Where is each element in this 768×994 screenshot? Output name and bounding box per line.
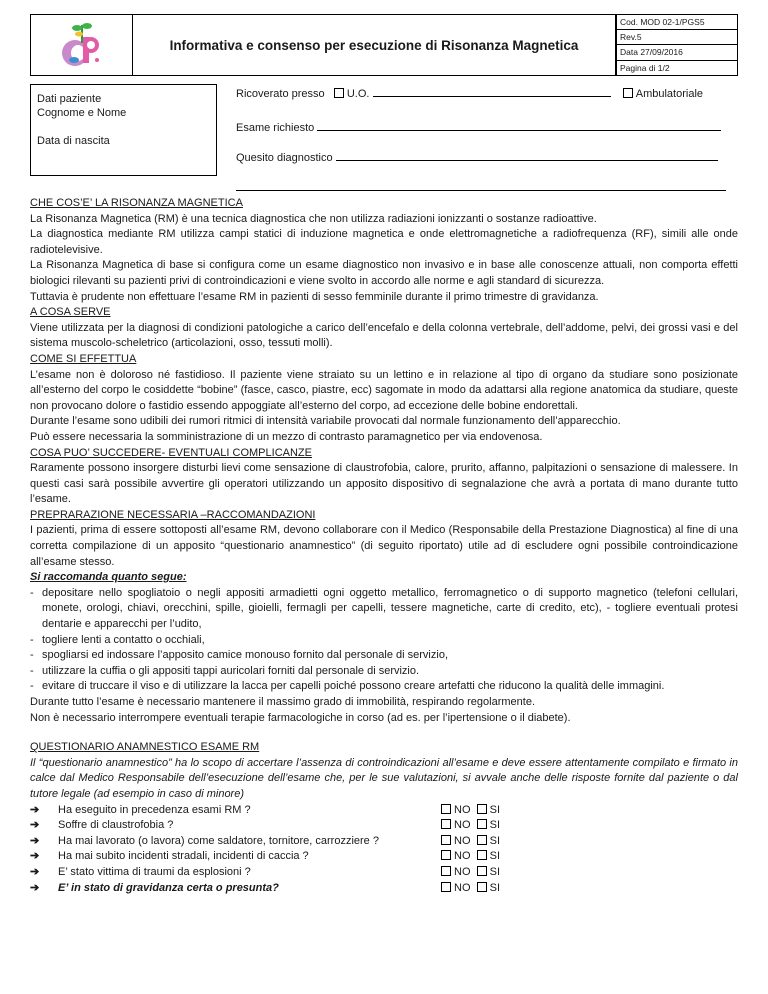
uo-checkbox[interactable] <box>334 88 344 98</box>
si-checkbox[interactable] <box>477 835 487 845</box>
list-item: - utilizzare la cuffia o gli appositi tappi auricolari forniti dal personale di servizio. <box>30 664 420 677</box>
form-header <box>30 14 738 76</box>
paragraph: Viene utilizzata per la diagnosi di condizioni patologiche a carico dell’encefalo e della colonna vertebrale, dell’addome, pelvi, dei grossi vasi e del sistema muscolo-scheletrico (articolazioni, osso, tessuti molli). <box>30 321 738 350</box>
question-row <box>30 865 738 881</box>
paragraph: La Risonanza Magnetica (RM) è una tecnica diagnostica che non utilizza radiazioni ionizzanti o sostanze radioattive. <box>30 212 597 225</box>
paragraph: L’esame non è doloroso né fastidioso. Il paziente viene straiato su un lettino e in relazione al tipo di organo da studiare sono posizionate all’esterno del corpo le cosiddette “bobine” (fasce, casco, piastre, ecc) sagomate in modo da adattarsi alla regione anatomica da studiare, queste non provocano dolore o fastidio essendo appoggiate all’esterno del corpo, ad eccezione delle bobine endorettali. <box>30 368 738 412</box>
quesito-label: Quesito diagnostico <box>236 152 333 164</box>
arrow-icon: ➔ <box>30 881 40 894</box>
question-text: E’ stato vittima di traumi da esplosioni ? <box>58 865 251 878</box>
section-title: COME SI EFFETTUA <box>30 352 137 365</box>
si-label: SI <box>489 850 501 863</box>
question-row <box>30 834 738 850</box>
doc-page: Pagina di 1/2 <box>616 61 738 77</box>
doc-code: Cod. MOD 02-1/PGS5 <box>616 14 738 30</box>
no-label: NO <box>454 803 471 816</box>
no-checkbox[interactable] <box>441 804 451 814</box>
question-row <box>30 803 738 819</box>
question-row <box>30 818 738 834</box>
doc-date: Data 27/09/2016 <box>616 45 738 61</box>
question-text: Ha mai subito incidenti stradali, incidenti di caccia ? <box>58 850 309 863</box>
birth-date-label: Data di nascita <box>37 135 110 147</box>
no-checkbox[interactable] <box>441 850 451 860</box>
uo-label: U.O. <box>346 88 370 100</box>
section-title: A COSA SERVE <box>30 306 111 319</box>
answer-options <box>441 849 500 865</box>
arrow-icon: ➔ <box>30 834 40 847</box>
quesito-extra-line[interactable] <box>236 190 726 191</box>
no-label: NO <box>454 865 471 878</box>
si-label: SI <box>489 819 501 832</box>
si-checkbox[interactable] <box>477 866 487 876</box>
list-item-text: utilizzare la cuffia o gli appositi tappi auricolari forniti dal personale di servizio. <box>42 664 420 677</box>
list-item-text: depositare nello spogliatoio o negli appositi armadietti ogni oggetto metallico, ferromagnetico o di supporto magnetico (telefoni cellulari, monete, orologi, chiavi, orecchini, spille, gioielli, fermagli per capelli, tessere magnetiche, carte di credito, etc), - togliere eventuali protesi dentarie e apparecchi per l’udito, <box>42 586 738 631</box>
logo-cell <box>30 14 133 76</box>
answer-options <box>441 834 500 850</box>
paragraph: Raramente possono insorgere disturbi lievi come sensazione di claustrofobia, calore, prurito, affanno, palpitazioni o sensazione di malessere. In questi casi sarà possibile avvertire gli operatori utilizzando un apposito dispositivo di segnalazione che avrà a portata di mano durante tutto l’esame. <box>30 462 738 506</box>
paragraph: Non è necessario interrompere eventuali terapie farmacologiche in corso (ad es. per l’ipertensione o il diabete). <box>30 711 571 724</box>
recommendation-heading: Si raccomanda quanto segue: <box>30 571 187 584</box>
si-label: SI <box>489 803 501 816</box>
question-row <box>30 849 738 865</box>
form-body <box>30 196 738 896</box>
arrow-icon: ➔ <box>30 850 40 863</box>
paragraph: Durante tutto l’esame è necessario mantenere il massimo grado di immobilità, respirando regolarmente. <box>30 696 536 708</box>
arrow-icon: ➔ <box>30 865 40 878</box>
questionnaire-list <box>30 803 738 897</box>
question-text: Soffre di claustrofobia ? <box>58 819 174 832</box>
ambulatoriale-checkbox[interactable] <box>623 88 633 98</box>
esame-label: Esame richiesto <box>236 122 315 134</box>
quesito-row <box>236 150 718 164</box>
no-checkbox[interactable] <box>441 819 451 829</box>
answer-options <box>441 881 500 897</box>
form-title: Informativa e consenso per esecuzione di Risonanza Magnetica <box>133 14 616 76</box>
esame-line[interactable] <box>317 120 721 131</box>
arrow-icon: ➔ <box>30 803 40 816</box>
patient-data-box[interactable] <box>30 84 217 176</box>
paragraph: Durante l’esame sono udibili dei rumori ritmici di intensità variabile provocati dal normale funzionamento dell’apparecchio. <box>30 415 621 428</box>
hospital-logo-icon <box>31 15 132 75</box>
no-checkbox[interactable] <box>441 866 451 876</box>
question-text: E’ in stato di gravidanza certa o presunta? <box>58 881 279 894</box>
si-checkbox[interactable] <box>477 819 487 829</box>
si-checkbox[interactable] <box>477 850 487 860</box>
answer-options <box>441 865 500 881</box>
no-checkbox[interactable] <box>441 882 451 892</box>
list-item: - spogliarsi ed indossare l’apposito camice monouso fornito dal personale di servizio, <box>30 649 448 662</box>
no-label: NO <box>454 850 471 863</box>
paragraph: I pazienti, prima di essere sottoposti all’esame RM, devono collaborare con il Medico (Responsabile della Prestazione Diagnostica) al fine di una corretta compilazione di un apposito “questionario anamnestico” (di seguito riportato) utile ad di escludere ogni possibile controindicazione all’esame stesso. <box>30 524 738 568</box>
si-checkbox[interactable] <box>477 804 487 814</box>
arrow-icon: ➔ <box>30 819 40 832</box>
quesito-line[interactable] <box>336 150 718 161</box>
ricoverato-label: Ricoverato presso <box>236 88 325 100</box>
questionnaire-intro: Il “questionario anamnestico” ha lo scopo di accertare l’assenza di controindicazioni all’esame e deve essere attentamente compilato e firmato in calce dal Medico Responsabile dell’esecuzione dell’esame che, per le sue valutazioni, si avvale anche delle risposte fornite dal paziente o dal tutore legale (ad esempio in caso di minore) <box>30 756 738 800</box>
no-label: NO <box>454 834 471 847</box>
answer-options <box>441 803 500 819</box>
section-title: QUESTIONARIO ANAMNESTICO ESAME RM <box>30 741 260 754</box>
si-label: SI <box>489 834 501 847</box>
list-item-text: spogliarsi ed indossare l’apposito camice monouso fornito dal personale di servizio, <box>42 649 448 662</box>
si-checkbox[interactable] <box>477 882 487 892</box>
ambulatoriale-label: Ambulatoriale <box>635 88 704 100</box>
question-text: Ha eseguito in precedenza esami RM ? <box>58 803 251 816</box>
list-item: - togliere lenti a contatto o occhiali, <box>30 633 205 646</box>
patient-data-label: Dati paziente <box>37 93 102 105</box>
patient-name-label: Cognome e Nome <box>37 107 127 119</box>
section-title: CHE COS’E’ LA RISONANZA MAGNETICA <box>30 197 243 209</box>
uo-line[interactable] <box>373 86 611 97</box>
question-text: Ha mai lavorato (o lavora) come saldatore, tornitore, carrozziere ? <box>58 834 379 847</box>
no-label: NO <box>454 881 471 894</box>
si-label: SI <box>489 865 501 878</box>
section-title: PREPRARAZIONE NECESSARIA –RACCOMANDAZIONI <box>30 508 316 521</box>
paragraph: La diagnostica mediante RM utilizza campi statici di induzione magnetica e onde elettromagnetiche a radiofrequenza (RF), simili alle onde radiotelevisive. <box>30 228 738 256</box>
list-item-text: evitare di truccare il viso e di utilizzare la lacca per capelli poiché possono creare artefatti che riducono la qualità delle immagini. <box>42 680 665 693</box>
list-item: - depositare nello spogliatoio o negli appositi armadietti ogni oggetto metallico, ferromagnetico o di supporto magnetico (telefoni cellulari, monete, orologi, chiavi, orecchini, spille, gioielli, fermagli per capelli, tessere magnetiche, carte di credito, etc), - togliere eventuali protesi dentarie e apparecchi per l’udito, <box>30 586 738 631</box>
si-label: SI <box>489 881 501 894</box>
section-title: COSA PUO’ SUCCEDERE- EVENTUALI COMPLICANZE <box>30 446 312 459</box>
no-label: NO <box>454 819 471 832</box>
paragraph: Tuttavia è prudente non effettuare l’esame RM in pazienti di sesso femminile durante il primo trimestre di gravidanza. <box>30 290 599 303</box>
no-checkbox[interactable] <box>441 835 451 845</box>
paragraph: La Risonanza Magnetica di base si configura come un esame diagnostico non invasivo e in base alle conoscenze attuali, non comporta effetti biologici rilevanti su pazienti privi di controindicazioni e viene svolto in accordo alle norme e agli standard di sicurezza. <box>30 259 738 287</box>
document-codes <box>616 14 738 76</box>
esame-row <box>236 120 721 134</box>
list-item: - evitare di truccare il viso e di utilizzare la lacca per capelli poiché possono creare artefatti che riducono la qualità delle immagini. <box>30 680 665 693</box>
question-row <box>30 881 738 897</box>
doc-revision: Rev.5 <box>616 30 738 46</box>
recommendation-list <box>30 586 738 695</box>
ricoverato-row <box>236 86 703 100</box>
list-item-text: togliere lenti a contatto o occhiali, <box>42 633 205 646</box>
paragraph: Può essere necessaria la somministrazione di un mezzo di contrasto paramagnetico per via endovenosa. <box>30 430 543 443</box>
answer-options <box>441 818 500 834</box>
